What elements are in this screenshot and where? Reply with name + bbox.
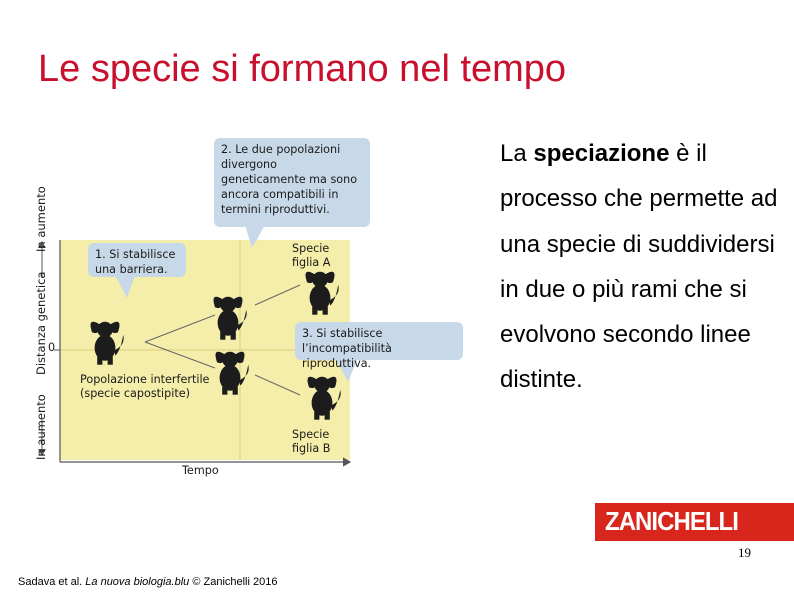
label-species-a — [292, 242, 330, 270]
y-axis-label: Distanza genetica — [34, 271, 48, 375]
y-axis-up-label: In aumento — [34, 186, 48, 252]
footer-author: Sadava et al. — [18, 576, 86, 588]
axis-zero-label: 0 — [48, 341, 56, 354]
label-species-a-line1: Specie — [292, 242, 330, 255]
x-axis-label: Tempo — [182, 464, 219, 477]
y-axis-down-label: In aumento — [34, 394, 48, 460]
logo-text: ZANICHELLI — [605, 506, 738, 536]
body-text-pre: La — [500, 140, 534, 167]
label-species-a-line2: figlia A — [292, 256, 331, 269]
page-number: 19 — [738, 545, 751, 560]
label-species-b-line2: figlia B — [292, 442, 331, 455]
footer-publisher: © Zanichelli 2016 — [189, 576, 278, 588]
label-parent-population: Popolazione interfertile (specie capostipite) — [80, 373, 210, 400]
callout-divergence: 2. Le due popolazioni divergono geneticamente ma sono ancora compatibili in termini riproduttivi. — [214, 138, 370, 227]
callout-barrier: 1. Si stabilisce una barriera. — [88, 243, 186, 277]
speciation-diagram — [30, 130, 470, 480]
slide-title: Le specie si formano nel tempo — [38, 48, 567, 90]
body-text — [500, 131, 780, 403]
body-text-keyword: speciazione — [533, 140, 670, 167]
callout-incompatibility: 3. Si stabilisce l’incompatibilità riproduttiva. — [295, 322, 463, 360]
label-species-b-line1: Specie — [292, 428, 330, 441]
footer-citation — [18, 576, 277, 588]
publisher-logo — [595, 503, 794, 541]
label-species-b — [292, 428, 330, 456]
body-text-post: è il processo che permette ad una specie di suddividersi in due o più rami che si evolvono secondo linee distinte. — [500, 140, 778, 394]
footer-book-title: La nuova biologia.blu — [85, 576, 190, 588]
